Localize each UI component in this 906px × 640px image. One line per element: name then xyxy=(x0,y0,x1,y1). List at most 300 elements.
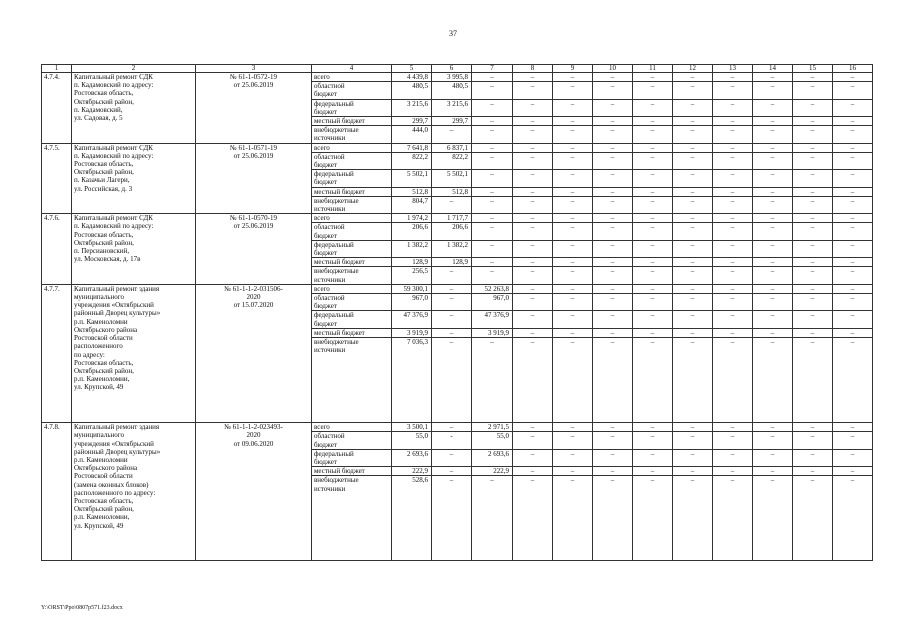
document-line: № 61-1-0572-19 xyxy=(230,73,277,81)
empty-value-cell: – xyxy=(553,267,593,284)
empty-value-cell: – xyxy=(553,73,593,82)
funding-source-cell xyxy=(312,82,392,99)
funding-source-cell xyxy=(312,294,392,311)
description-line: ул. Российская, д. 3 xyxy=(74,184,133,193)
empty-value-cell: – xyxy=(673,476,713,561)
empty-value-cell: – xyxy=(633,240,673,257)
document-line: № 61-1-0571-19 xyxy=(230,143,277,152)
item-number-cell: 4.7.6. xyxy=(42,214,72,285)
column-number-cell: 15 xyxy=(793,65,833,73)
funding-source-cell xyxy=(312,73,392,82)
empty-value-cell: – xyxy=(833,432,873,449)
description-line: Ростовской области xyxy=(74,334,133,343)
empty-value-cell: – xyxy=(593,240,633,257)
description-line: районный Дворец культуры» xyxy=(74,447,161,456)
empty-value-cell: – xyxy=(673,170,713,187)
empty-value-cell: – xyxy=(753,267,793,284)
funding-source-line: федеральный xyxy=(314,449,354,458)
empty-value-cell: – xyxy=(633,99,673,116)
empty-value-cell: – xyxy=(633,328,673,337)
empty-value-cell: – xyxy=(553,476,593,561)
empty-value-cell: – xyxy=(593,223,633,240)
empty-value-cell: – xyxy=(553,467,593,476)
value-col-5-cell: 512,8 xyxy=(392,187,432,196)
value-col-7-cell: 55,0 xyxy=(472,432,513,449)
empty-value-cell: – xyxy=(793,117,833,126)
empty-value-cell: – xyxy=(673,196,713,213)
empty-value-cell: – xyxy=(553,258,593,267)
empty-value-cell: – xyxy=(513,240,553,257)
description-line: учреждения «Октябрьский xyxy=(74,301,154,310)
empty-value-cell: – xyxy=(673,126,713,143)
funding-source-cell xyxy=(312,117,392,126)
column-number-cell: 1 xyxy=(42,65,72,73)
empty-value-cell: – xyxy=(793,214,833,223)
funding-source-line: внебюджетные xyxy=(314,338,359,347)
empty-value-cell: – xyxy=(673,423,713,432)
empty-value-cell: – xyxy=(673,294,713,311)
empty-value-cell: – xyxy=(713,284,753,293)
empty-value-cell: – xyxy=(593,311,633,328)
empty-value-cell: – xyxy=(833,240,873,257)
empty-value-cell: – xyxy=(513,338,553,423)
funding-source-line: бюджет xyxy=(314,319,337,328)
empty-value-cell: – xyxy=(753,99,793,116)
empty-value-cell: – xyxy=(633,338,673,423)
funding-source-line: внебюджетные xyxy=(314,267,359,276)
funding-source-cell xyxy=(312,311,392,328)
empty-value-cell: – xyxy=(753,284,793,293)
empty-value-cell: – xyxy=(513,284,553,293)
value-col-5-cell: 967,0 xyxy=(392,294,432,311)
empty-value-cell: – xyxy=(633,143,673,152)
empty-value-cell: – xyxy=(593,99,633,116)
description-line: (замена оконных блоков) xyxy=(74,480,149,489)
empty-value-cell: – xyxy=(513,267,553,284)
funding-source-cell xyxy=(312,423,392,432)
value-col-7-cell: – xyxy=(472,476,513,561)
value-col-6-cell: – xyxy=(432,449,472,466)
empty-value-cell: – xyxy=(633,196,673,213)
table-row xyxy=(42,143,873,152)
empty-value-cell: – xyxy=(673,73,713,82)
empty-value-cell: – xyxy=(753,170,793,187)
description-line: по адресу: xyxy=(74,350,105,359)
funding-source-line: источники xyxy=(314,484,346,493)
description-line: муниципального xyxy=(74,293,124,302)
empty-value-cell: – xyxy=(793,82,833,99)
value-col-6-cell: – xyxy=(432,196,472,213)
empty-value-cell: – xyxy=(713,294,753,311)
empty-value-cell: – xyxy=(633,126,673,143)
empty-value-cell: – xyxy=(793,258,833,267)
empty-value-cell: – xyxy=(793,223,833,240)
description-line: ул. Крупской, 49 xyxy=(74,383,124,392)
description-line: Ростовская область, xyxy=(74,89,134,98)
empty-value-cell: – xyxy=(833,284,873,293)
empty-value-cell: – xyxy=(633,467,673,476)
empty-value-cell: – xyxy=(513,423,553,432)
column-number-cell: 8 xyxy=(513,65,553,73)
empty-value-cell: – xyxy=(593,143,633,152)
value-col-7-cell: – xyxy=(472,126,513,143)
value-col-6-cell: 206,6 xyxy=(432,223,472,240)
empty-value-cell: – xyxy=(753,476,793,561)
value-col-6-cell: 299,7 xyxy=(432,117,472,126)
column-number-cell: 9 xyxy=(553,65,593,73)
empty-value-cell: – xyxy=(713,476,753,561)
empty-value-cell: – xyxy=(673,117,713,126)
empty-value-cell: – xyxy=(833,143,873,152)
table-row xyxy=(42,73,873,82)
funding-source-line: бюджет xyxy=(314,440,337,449)
file-path-footer: Y:\ORST\Ppo\0807p571.f23.docx xyxy=(41,605,123,611)
description-line: Октябрьский район, xyxy=(74,505,134,514)
empty-value-cell: – xyxy=(793,152,833,169)
value-col-6-cell: – xyxy=(432,126,472,143)
empty-value-cell: – xyxy=(833,117,873,126)
document-line: № 61-1-1-2-031506- xyxy=(224,284,283,293)
empty-value-cell: – xyxy=(513,99,553,116)
funding-source-line: бюджет xyxy=(314,161,337,170)
funding-source-line: источники xyxy=(314,346,346,355)
empty-value-cell: – xyxy=(833,311,873,328)
empty-value-cell: – xyxy=(833,223,873,240)
empty-value-cell: – xyxy=(753,143,793,152)
empty-value-cell: – xyxy=(753,328,793,337)
budget-table xyxy=(41,64,873,561)
funding-source-line: внебюджетные xyxy=(314,196,359,205)
description-line: Октябрьский район, xyxy=(74,97,134,106)
empty-value-cell: – xyxy=(593,476,633,561)
empty-value-cell: – xyxy=(513,328,553,337)
empty-value-cell: – xyxy=(513,223,553,240)
table-row xyxy=(42,214,873,223)
empty-value-cell: – xyxy=(593,196,633,213)
value-col-5-cell: 480,5 xyxy=(392,82,432,99)
value-col-7-cell: – xyxy=(472,267,513,284)
value-col-7-cell: – xyxy=(472,214,513,223)
funding-source-cell xyxy=(312,267,392,284)
empty-value-cell: – xyxy=(673,143,713,152)
empty-value-cell: – xyxy=(513,187,553,196)
description-line: р.п. Каменоломни xyxy=(74,317,128,326)
empty-value-cell: – xyxy=(593,328,633,337)
empty-value-cell: – xyxy=(553,311,593,328)
empty-value-cell: – xyxy=(753,311,793,328)
empty-value-cell: – xyxy=(633,294,673,311)
description-line: Ростовская область, xyxy=(74,160,134,169)
funding-source-line: бюджет xyxy=(314,457,337,466)
empty-value-cell: – xyxy=(633,117,673,126)
empty-value-cell: – xyxy=(713,196,753,213)
empty-value-cell: – xyxy=(633,267,673,284)
empty-value-cell: – xyxy=(593,449,633,466)
empty-value-cell: – xyxy=(793,187,833,196)
empty-value-cell: – xyxy=(753,187,793,196)
empty-value-cell: – xyxy=(713,152,753,169)
funding-source-cell xyxy=(312,467,392,476)
empty-value-cell: – xyxy=(553,294,593,311)
description-line: Октябрьский район, xyxy=(74,238,134,247)
empty-value-cell: – xyxy=(593,432,633,449)
empty-value-cell: – xyxy=(553,223,593,240)
empty-value-cell: – xyxy=(713,449,753,466)
empty-value-cell: – xyxy=(753,126,793,143)
empty-value-cell: – xyxy=(753,82,793,99)
funding-source-line: федеральный xyxy=(314,240,354,249)
empty-value-cell: – xyxy=(833,476,873,561)
description-line: Ростовская область, xyxy=(74,496,134,505)
empty-value-cell: – xyxy=(553,152,593,169)
value-col-6-cell: 1 717,7 xyxy=(432,214,472,223)
empty-value-cell: – xyxy=(593,423,633,432)
item-description-cell xyxy=(72,143,196,214)
empty-value-cell: – xyxy=(833,423,873,432)
funding-source-cell xyxy=(312,196,392,213)
column-number-cell: 4 xyxy=(312,65,392,73)
value-col-7-cell: – xyxy=(472,99,513,116)
funding-source-line: всего xyxy=(314,423,330,432)
description-line: ул. Крупской, 49 xyxy=(74,521,124,530)
description-line: Ростовская область, xyxy=(74,358,134,367)
item-description-cell xyxy=(72,214,196,285)
funding-source-line: бюджет xyxy=(314,231,337,240)
funding-source-line: бюджет xyxy=(314,249,337,258)
empty-value-cell: – xyxy=(793,467,833,476)
empty-value-cell: – xyxy=(673,432,713,449)
funding-source-cell xyxy=(312,432,392,449)
funding-source-line: всего xyxy=(314,143,330,152)
page-number: 37 xyxy=(449,29,457,38)
empty-value-cell: – xyxy=(673,82,713,99)
funding-source-line: всего xyxy=(314,284,330,293)
empty-value-cell: – xyxy=(553,240,593,257)
value-col-5-cell: 822,2 xyxy=(392,152,432,169)
empty-value-cell: – xyxy=(793,126,833,143)
value-col-6-cell: – xyxy=(432,328,472,337)
item-description-cell xyxy=(72,73,196,144)
empty-value-cell: – xyxy=(553,284,593,293)
empty-value-cell: – xyxy=(753,240,793,257)
value-col-5-cell: 2 693,6 xyxy=(392,449,432,466)
description-line: Ростовская область, xyxy=(74,230,134,239)
empty-value-cell: – xyxy=(553,99,593,116)
document-cell xyxy=(196,214,312,285)
value-col-7-cell: 2 693,6 xyxy=(472,449,513,466)
item-description-cell xyxy=(72,423,196,561)
document-cell xyxy=(196,73,312,144)
document-line: от 09.06.2020 xyxy=(233,439,274,448)
value-col-7-cell: – xyxy=(472,152,513,169)
table-body xyxy=(42,65,873,561)
value-col-6-cell: 480,5 xyxy=(432,82,472,99)
empty-value-cell: – xyxy=(593,294,633,311)
value-col-6-cell: 5 502,1 xyxy=(432,170,472,187)
value-col-5-cell: 1 382,2 xyxy=(392,240,432,257)
empty-value-cell: – xyxy=(633,284,673,293)
description-line: п. Кадамовский по адресу: xyxy=(74,81,154,90)
empty-value-cell: – xyxy=(713,338,753,423)
empty-value-cell: – xyxy=(553,82,593,99)
empty-value-cell: – xyxy=(713,432,753,449)
description-line: п. Кадамовский, xyxy=(74,105,123,114)
funding-source-cell xyxy=(312,449,392,466)
empty-value-cell: – xyxy=(513,311,553,328)
empty-value-cell: – xyxy=(713,99,753,116)
value-col-5-cell: 3 500,1 xyxy=(392,423,432,432)
empty-value-cell: – xyxy=(673,223,713,240)
value-col-7-cell: – xyxy=(472,73,513,82)
value-col-5-cell: 256,5 xyxy=(392,267,432,284)
funding-source-cell xyxy=(312,152,392,169)
empty-value-cell: – xyxy=(753,467,793,476)
value-col-7-cell: – xyxy=(472,196,513,213)
value-col-5-cell: 804,7 xyxy=(392,196,432,213)
empty-value-cell: – xyxy=(513,214,553,223)
empty-value-cell: – xyxy=(713,223,753,240)
empty-value-cell: – xyxy=(833,187,873,196)
table-row xyxy=(42,284,873,293)
empty-value-cell: – xyxy=(513,467,553,476)
funding-source-line: федеральный xyxy=(314,311,354,320)
column-number-cell: 11 xyxy=(633,65,673,73)
value-col-5-cell: 1 974,2 xyxy=(392,214,432,223)
value-col-6-cell: 822,2 xyxy=(432,152,472,169)
value-col-7-cell: 52 263,8 xyxy=(472,284,513,293)
empty-value-cell: – xyxy=(593,267,633,284)
empty-value-cell: – xyxy=(673,311,713,328)
empty-value-cell: – xyxy=(713,467,753,476)
description-line: расположенного по адресу: xyxy=(74,488,156,497)
empty-value-cell: – xyxy=(593,467,633,476)
empty-value-cell: – xyxy=(713,214,753,223)
column-number-cell: 14 xyxy=(753,65,793,73)
empty-value-cell: – xyxy=(513,449,553,466)
funding-source-line: всего xyxy=(314,73,330,81)
document-cell xyxy=(196,423,312,561)
description-line: расположенного xyxy=(74,342,123,351)
empty-value-cell: – xyxy=(713,267,753,284)
empty-value-cell: – xyxy=(633,170,673,187)
empty-value-cell: – xyxy=(593,187,633,196)
item-number-cell: 4.7.5. xyxy=(42,143,72,214)
funding-source-cell xyxy=(312,170,392,187)
empty-value-cell: – xyxy=(753,338,793,423)
empty-value-cell: – xyxy=(713,73,753,82)
empty-value-cell: – xyxy=(793,338,833,423)
empty-value-cell: – xyxy=(793,196,833,213)
document-cell xyxy=(196,284,312,422)
value-col-7-cell: 222,9 xyxy=(472,467,513,476)
value-col-7-cell: 47 376,9 xyxy=(472,311,513,328)
empty-value-cell: – xyxy=(713,240,753,257)
value-col-7-cell: 2 971,5 xyxy=(472,423,513,432)
document-line: от 25.06.2019 xyxy=(233,151,274,160)
empty-value-cell: – xyxy=(673,267,713,284)
value-col-6-cell: 3 215,6 xyxy=(432,99,472,116)
funding-source-cell xyxy=(312,284,392,293)
empty-value-cell: – xyxy=(713,328,753,337)
empty-value-cell: – xyxy=(513,152,553,169)
document-line: № 61-1-1-2-023493- xyxy=(224,423,283,432)
empty-value-cell: – xyxy=(593,284,633,293)
empty-value-cell: – xyxy=(513,82,553,99)
column-number-cell: 10 xyxy=(593,65,633,73)
empty-value-cell: – xyxy=(673,99,713,116)
funding-source-line: местный бюджет xyxy=(314,187,365,196)
column-number-cell: 7 xyxy=(472,65,513,73)
empty-value-cell: – xyxy=(833,214,873,223)
description-line: Капитальный ремонт СДК xyxy=(74,214,153,223)
funding-source-line: источники xyxy=(314,205,346,214)
empty-value-cell: – xyxy=(753,214,793,223)
value-col-7-cell: – xyxy=(472,338,513,423)
empty-value-cell: – xyxy=(553,196,593,213)
column-number-cell: 12 xyxy=(673,65,713,73)
empty-value-cell: – xyxy=(513,117,553,126)
empty-value-cell: – xyxy=(833,467,873,476)
empty-value-cell: – xyxy=(513,170,553,187)
empty-value-cell: – xyxy=(673,240,713,257)
description-line: Капитальный ремонт СДК xyxy=(74,73,153,81)
value-col-5-cell: 7 641,8 xyxy=(392,143,432,152)
value-col-5-cell: 128,9 xyxy=(392,258,432,267)
value-col-6-cell: – xyxy=(432,476,472,561)
empty-value-cell: – xyxy=(553,423,593,432)
empty-value-cell: – xyxy=(833,170,873,187)
description-line: ул. Московская, д. 17в xyxy=(74,255,141,264)
funding-source-cell xyxy=(312,258,392,267)
empty-value-cell: – xyxy=(593,82,633,99)
column-number-cell: 16 xyxy=(833,65,873,73)
empty-value-cell: – xyxy=(793,476,833,561)
empty-value-cell: – xyxy=(713,170,753,187)
value-col-7-cell: – xyxy=(472,258,513,267)
empty-value-cell: – xyxy=(793,73,833,82)
item-number-cell: 4.7.8. xyxy=(42,423,72,561)
empty-value-cell: – xyxy=(553,117,593,126)
item-number-cell: 4.7.7. xyxy=(42,284,72,422)
empty-value-cell: – xyxy=(753,73,793,82)
empty-value-cell: – xyxy=(673,152,713,169)
empty-value-cell: – xyxy=(833,196,873,213)
empty-value-cell: – xyxy=(833,328,873,337)
value-col-5-cell: 59 300,1 xyxy=(392,284,432,293)
empty-value-cell: – xyxy=(633,423,673,432)
funding-source-line: местный бюджет xyxy=(314,117,365,126)
item-description-cell xyxy=(72,284,196,422)
empty-value-cell: – xyxy=(833,258,873,267)
empty-value-cell: – xyxy=(793,311,833,328)
empty-value-cell: – xyxy=(833,82,873,99)
empty-value-cell: – xyxy=(513,126,553,143)
value-col-5-cell: 528,6 xyxy=(392,476,432,561)
funding-source-cell xyxy=(312,214,392,223)
funding-source-line: областной xyxy=(314,294,345,303)
value-col-6-cell: – xyxy=(432,423,472,432)
empty-value-cell: – xyxy=(713,311,753,328)
funding-source-line: бюджет xyxy=(314,178,337,187)
document-line: от 15.07.2020 xyxy=(233,301,274,310)
funding-source-line: местный бюджет xyxy=(314,258,365,267)
funding-source-line: местный бюджет xyxy=(314,467,365,476)
empty-value-cell: – xyxy=(833,73,873,82)
description-line: ул. Садовая, д. 5 xyxy=(74,114,123,123)
value-col-5-cell: 206,6 xyxy=(392,223,432,240)
empty-value-cell: – xyxy=(833,152,873,169)
description-line: муниципального xyxy=(74,431,124,440)
